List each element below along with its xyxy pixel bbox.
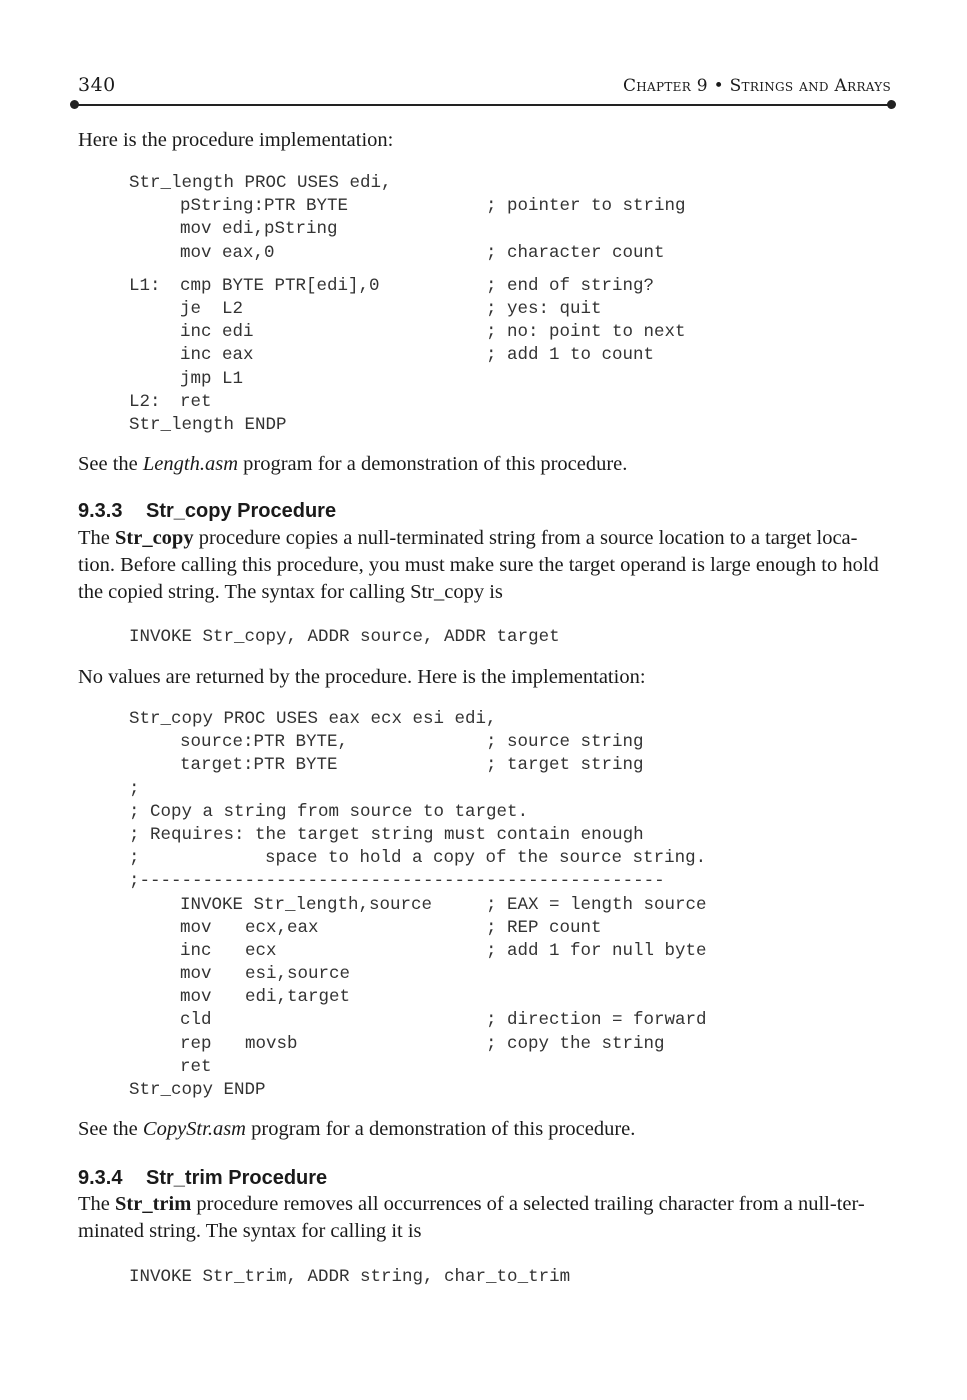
chapter-title: Chapter 9 • Strings and Arrays <box>622 76 891 96</box>
file-name: Length.asm <box>142 453 239 475</box>
implementation-paragraph: No values are returned by the procedure. Here is the implementation: <box>78 666 646 688</box>
section-heading-9-3-4: 9.3.4 Str_trim Procedure <box>78 1167 328 1189</box>
header-rule <box>74 104 892 106</box>
length-asm-paragraph: See the Length.asm program for a demonstration of this procedure. <box>78 453 628 475</box>
section-heading-9-3-3: 9.3.3 Str_copy Procedure <box>78 500 337 522</box>
running-header <box>78 72 891 100</box>
str-copy-description: The Str_copy procedure copies a null-terminated string from a source location to a target loca- tion. Before calling this procedure, you must make sure the target operand is large enough to hold the copied string. The syntax for calling Str_copy is <box>78 527 879 603</box>
page-number: 340 <box>78 74 116 96</box>
book-page: 340 Chapter 9 • Strings and Arrays Here is the procedure implementation: Str_length PROC USES edi, pString:PTR BYTE ; pointer to string mov edi,pString mov eax,0 ; character count L1: cmp BYTE PTR[edi],0 ; end of string? je L2 ; yes: quit inc edi ; no: point to next inc eax ; add 1 to count jmp L1 L2: ret Str_length ENDP See the Length.asm program for a demonstration of this procedure. 9.3.3 Str_copy Procedure The Str_copy procedure copies a null-terminated string from a source location to a target loca- tion. Before calling this procedure, you must make sure the target operand is large enough to hold the copied string. The syntax for calling Str_copy is INVOKE Str_copy, ADDR source, ADDR target No values are returned by the procedure. Here is the implementation: Str_copy PROC USES eax ecx esi edi, source:PTR BYTE, ; source string target:PTR BYTE ; target string ; ; Copy a string from source to target. ; Requires: the target string must contain enough ; space to hold a copy of the source string. ;-------------------------------------------------- INVOKE Str_length,source ; EAX = length source mov ecx,eax ; REP count inc ecx ; add 1 for null byte mov esi,source mov edi,target cld ; direction = forward rep movsb ; copy the string ret Str_copy ENDP See the CopyStr.asm program for a demonstration of this procedure. 9.3.4 Str_trim Procedure The Str_trim procedure removes all occurrences of a selected trailing character from a null-ter- minated string. The syntax for calling it is INVOKE Str_trim, ADDR string, char_to_trim <box>0 0 967 1400</box>
str-trim-description: The Str_trim procedure removes all occurrences of a selected trailing character from a null-ter- minated string. The syntax for calling it is <box>78 1193 865 1242</box>
file-name: CopyStr.asm <box>142 1118 246 1140</box>
header-rule-dot-right <box>887 100 896 109</box>
copystr-asm-paragraph: See the CopyStr.asm program for a demonstration of this procedure. <box>78 1118 636 1140</box>
intro-paragraph: Here is the procedure implementation: <box>78 129 394 151</box>
